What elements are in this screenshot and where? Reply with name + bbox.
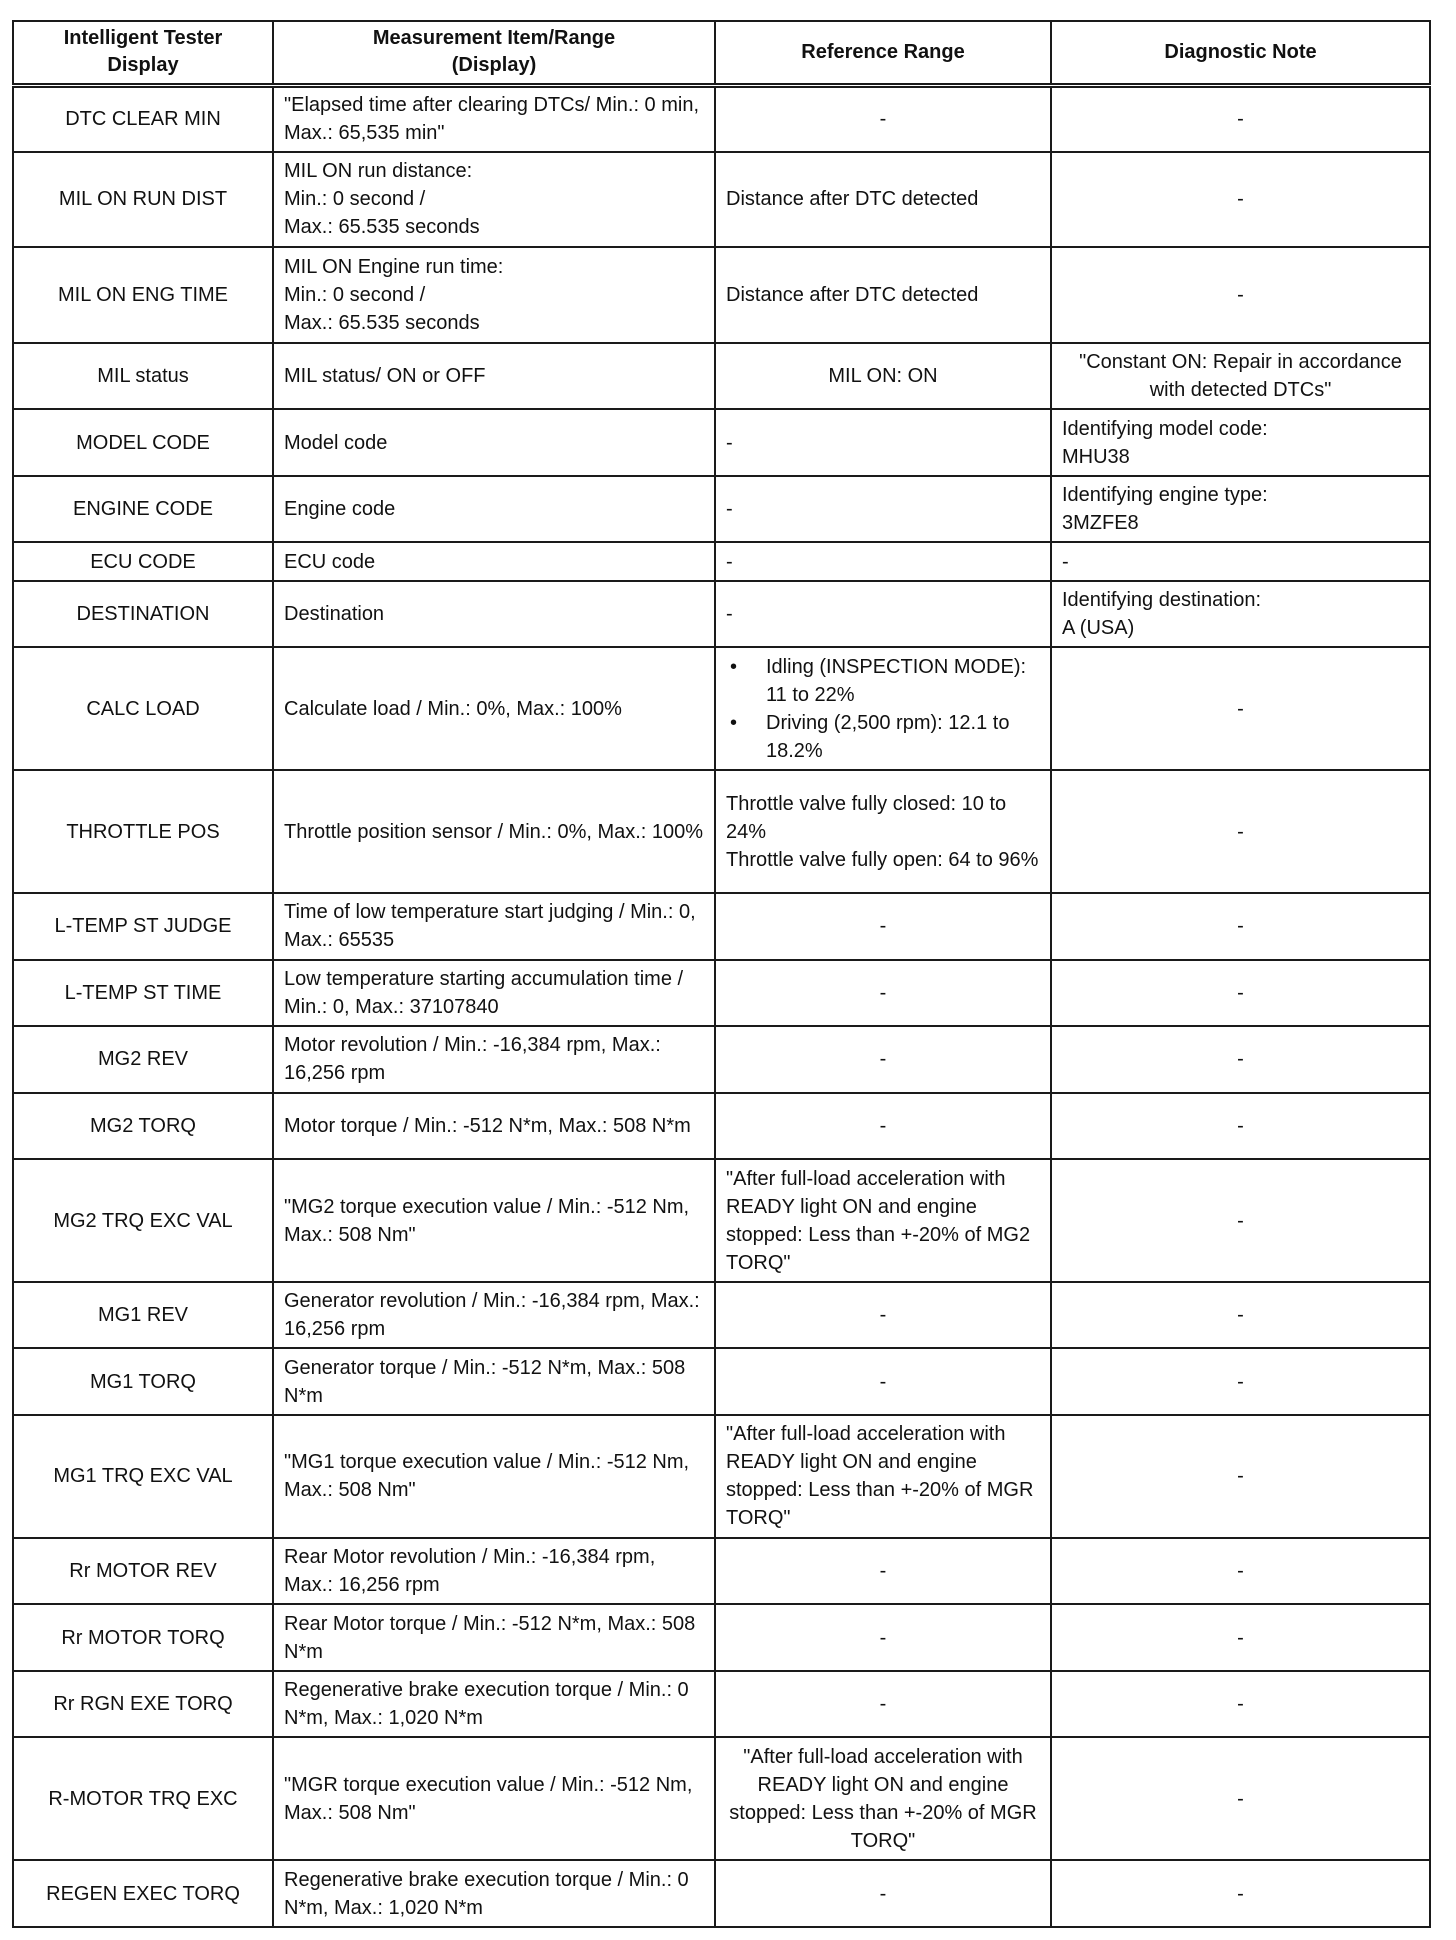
header-row — [13, 21, 1430, 85]
header-measurement-item: Measurement Item/Range (Display) — [273, 21, 715, 85]
table-row — [13, 960, 1430, 1027]
diagnostic-note-cell: - — [1051, 247, 1430, 343]
reference-range-cell: - — [715, 1093, 1051, 1160]
table-row — [13, 581, 1430, 648]
measurement-item-cell: Calculate load / Min.: 0%, Max.: 100% — [273, 647, 715, 770]
measurement-item-cell: Throttle position sensor / Min.: 0%, Max.: 100% — [273, 770, 715, 893]
tester-display-cell: Rr MOTOR REV — [13, 1538, 273, 1605]
reference-range-cell: Throttle valve fully closed: 10 to 24% Throttle valve fully open: 64 to 96% — [715, 770, 1051, 893]
reference-range-cell: MIL ON: ON — [715, 343, 1051, 410]
table-row — [13, 1737, 1430, 1860]
tester-display-cell: CALC LOAD — [13, 647, 273, 770]
tester-display-cell: L-TEMP ST JUDGE — [13, 893, 273, 960]
reference-range-cell: - — [715, 581, 1051, 648]
table-row — [13, 542, 1430, 580]
reference-range-cell: - — [715, 85, 1051, 152]
measurement-item-cell: ECU code — [273, 542, 715, 580]
table-row — [13, 152, 1430, 248]
diagnostic-note-cell: Identifying destination: A (USA) — [1051, 581, 1430, 648]
reference-range-cell: "After full-load acceleration with READY light ON and engine stopped: Less than +-20% of MG2 TORQ" — [715, 1159, 1051, 1282]
tester-display-cell: REGEN EXEC TORQ — [13, 1860, 273, 1927]
diagnostic-note-cell: - — [1051, 1348, 1430, 1415]
measurement-item-cell: Motor revolution / Min.: -16,384 rpm, Max.: 16,256 rpm — [273, 1026, 715, 1093]
reference-bullet-item: • Driving (2,500 rpm): 12.1 to 18.2% — [766, 709, 1040, 765]
measurement-item-cell: Regenerative brake execution torque / Min.: 0 N*m, Max.: 1,020 N*m — [273, 1860, 715, 1927]
diagnostic-note-cell: - — [1051, 893, 1430, 960]
reference-range-cell: - — [715, 1282, 1051, 1349]
measurement-item-cell: Generator torque / Min.: -512 N*m, Max.: 508 N*m — [273, 1348, 715, 1415]
table-row — [13, 1671, 1430, 1738]
reference-range-cell: - — [715, 1860, 1051, 1927]
data-list-table — [12, 20, 1431, 1928]
reference-range-cell: - — [715, 542, 1051, 580]
table-row — [13, 476, 1430, 543]
tester-display-cell: DESTINATION — [13, 581, 273, 648]
measurement-item-cell: MIL ON run distance: Min.: 0 second / Max.: 65.535 seconds — [273, 152, 715, 248]
diagnostic-note-cell: - — [1051, 770, 1430, 893]
tester-display-cell: MIL ON ENG TIME — [13, 247, 273, 343]
measurement-item-cell: Rear Motor torque / Min.: -512 N*m, Max.: 508 N*m — [273, 1604, 715, 1671]
table-row — [13, 1604, 1430, 1671]
diagnostic-note-cell: - — [1051, 85, 1430, 152]
diagnostic-note-cell: - — [1051, 1604, 1430, 1671]
reference-range-cell: - — [715, 1604, 1051, 1671]
tester-display-cell: L-TEMP ST TIME — [13, 960, 273, 1027]
reference-range-cell: - — [715, 1671, 1051, 1738]
reference-range-cell: Distance after DTC detected — [715, 247, 1051, 343]
diagnostic-note-cell: Identifying model code: MHU38 — [1051, 409, 1430, 476]
diagnostic-note-cell: - — [1051, 1671, 1430, 1738]
measurement-item-cell: "MG1 torque execution value / Min.: -512 Nm, Max.: 508 Nm" — [273, 1415, 715, 1538]
tester-display-cell: Rr RGN EXE TORQ — [13, 1671, 273, 1738]
measurement-item-cell: Regenerative brake execution torque / Min.: 0 N*m, Max.: 1,020 N*m — [273, 1671, 715, 1738]
tester-display-cell: R-MOTOR TRQ EXC — [13, 1737, 273, 1860]
measurement-item-cell: Rear Motor revolution / Min.: -16,384 rpm, Max.: 16,256 rpm — [273, 1538, 715, 1605]
diagnostic-note-cell: - — [1051, 647, 1430, 770]
diagnostic-note-cell: - — [1051, 1026, 1430, 1093]
table-row — [13, 1159, 1430, 1282]
measurement-item-cell: MIL status/ ON or OFF — [273, 343, 715, 410]
tester-display-cell: MG2 TORQ — [13, 1093, 273, 1160]
table-row — [13, 1093, 1430, 1160]
diagnostic-note-cell: - — [1051, 1860, 1430, 1927]
table-row — [13, 770, 1430, 893]
reference-range-cell: - — [715, 1538, 1051, 1605]
diagnostic-note-cell: - — [1051, 1093, 1430, 1160]
diagnostic-note-cell: - — [1051, 542, 1430, 580]
reference-bullet-item: • Idling (INSPECTION MODE): 11 to 22% — [766, 653, 1040, 709]
table-row — [13, 647, 1430, 770]
tester-display-cell: MG1 TORQ — [13, 1348, 273, 1415]
measurement-item-cell: MIL ON Engine run time: Min.: 0 second / Max.: 65.535 seconds — [273, 247, 715, 343]
table-row — [13, 409, 1430, 476]
tester-display-cell: MODEL CODE — [13, 409, 273, 476]
measurement-item-cell: "MG2 torque execution value / Min.: -512 Nm, Max.: 508 Nm" — [273, 1159, 715, 1282]
diagnostic-note-cell: - — [1051, 1282, 1430, 1349]
diagnostic-note-cell: - — [1051, 1415, 1430, 1538]
diagnostic-note-cell: "Constant ON: Repair in accordance with detected DTCs" — [1051, 343, 1430, 410]
table-row — [13, 247, 1430, 343]
reference-range-cell: "After full-load acceleration with READY light ON and engine stopped: Less than +-20% of MGR TORQ" — [715, 1737, 1051, 1860]
header-tester-display: Intelligent Tester Display — [13, 21, 273, 85]
table-row — [13, 1348, 1430, 1415]
measurement-item-cell: Low temperature starting accumulation time / Min.: 0, Max.: 37107840 — [273, 960, 715, 1027]
table-row — [13, 1860, 1430, 1927]
table-row — [13, 85, 1430, 152]
reference-range-cell: "After full-load acceleration with READY light ON and engine stopped: Less than +-20% of MGR TORQ" — [715, 1415, 1051, 1538]
measurement-item-cell: Model code — [273, 409, 715, 476]
table-row — [13, 1026, 1430, 1093]
measurement-item-cell: Engine code — [273, 476, 715, 543]
measurement-item-cell: Destination — [273, 581, 715, 648]
tester-display-cell: DTC CLEAR MIN — [13, 85, 273, 152]
tester-display-cell: MIL status — [13, 343, 273, 410]
table-row — [13, 1415, 1430, 1538]
tester-display-cell: MG2 REV — [13, 1026, 273, 1093]
reference-range-cell: Distance after DTC detected — [715, 152, 1051, 248]
diagnostic-note-cell: Identifying engine type: 3MZFE8 — [1051, 476, 1430, 543]
reference-range-cell: - — [715, 409, 1051, 476]
tester-display-cell: MG1 REV — [13, 1282, 273, 1349]
table-row — [13, 893, 1430, 960]
tester-display-cell: MG1 TRQ EXC VAL — [13, 1415, 273, 1538]
reference-range-cell: - — [715, 960, 1051, 1027]
diagnostic-note-cell: - — [1051, 960, 1430, 1027]
reference-bullet-list — [726, 653, 1040, 765]
reference-range-cell: - — [715, 476, 1051, 543]
measurement-item-cell: "Elapsed time after clearing DTCs/ Min.: 0 min, Max.: 65,535 min" — [273, 85, 715, 152]
header-diagnostic-note: Diagnostic Note — [1051, 21, 1430, 85]
reference-range-cell: - — [715, 1348, 1051, 1415]
table-row — [13, 1282, 1430, 1349]
tester-display-cell: Rr MOTOR TORQ — [13, 1604, 273, 1671]
tester-display-cell: MG2 TRQ EXC VAL — [13, 1159, 273, 1282]
reference-range-cell: - — [715, 893, 1051, 960]
table-row — [13, 1538, 1430, 1605]
diagnostic-note-cell: - — [1051, 1737, 1430, 1860]
measurement-item-cell: Motor torque / Min.: -512 N*m, Max.: 508 N*m — [273, 1093, 715, 1160]
diagnostic-note-cell: - — [1051, 1538, 1430, 1605]
table-row — [13, 343, 1430, 410]
header-reference-range: Reference Range — [715, 21, 1051, 85]
tester-display-cell: MIL ON RUN DIST — [13, 152, 273, 248]
reference-range-cell — [715, 647, 1051, 770]
diagnostic-note-cell: - — [1051, 1159, 1430, 1282]
tester-display-cell: ECU CODE — [13, 542, 273, 580]
reference-range-cell: - — [715, 1026, 1051, 1093]
diagnostic-note-cell: - — [1051, 152, 1430, 248]
tester-display-cell: ENGINE CODE — [13, 476, 273, 543]
measurement-item-cell: Time of low temperature start judging / Min.: 0, Max.: 65535 — [273, 893, 715, 960]
measurement-item-cell: "MGR torque execution value / Min.: -512 Nm, Max.: 508 Nm" — [273, 1737, 715, 1860]
tester-display-cell: THROTTLE POS — [13, 770, 273, 893]
measurement-item-cell: Generator revolution / Min.: -16,384 rpm, Max.: 16,256 rpm — [273, 1282, 715, 1349]
